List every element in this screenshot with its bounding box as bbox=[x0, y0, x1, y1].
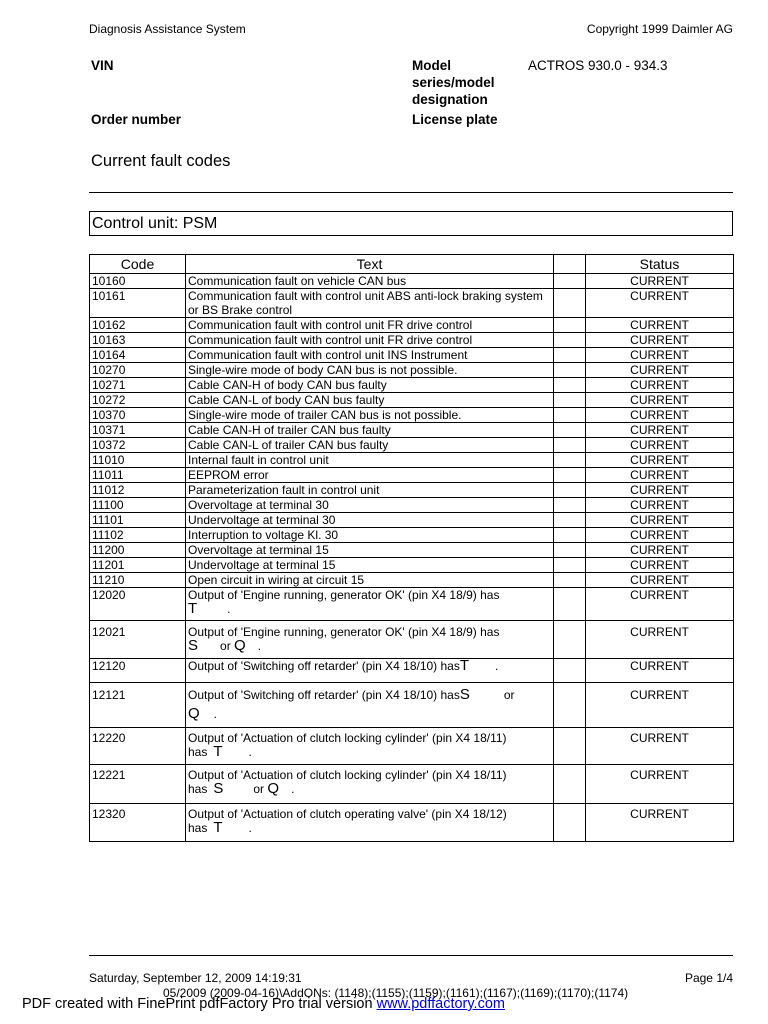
code-cell: 10163 bbox=[90, 333, 186, 348]
col-header-code: Code bbox=[90, 255, 186, 274]
license-plate-label: License plate bbox=[412, 112, 498, 127]
pdf-creator-note bbox=[22, 996, 505, 1012]
text-part: Output of 'Switching off retarder' (pin X4 18/10) has bbox=[188, 659, 460, 673]
code-cell: 11102 bbox=[90, 528, 186, 543]
blank-cell bbox=[554, 468, 586, 483]
text-part: or bbox=[503, 688, 515, 702]
text-part: Output of 'Engine running, generator OK' (pin X4 18/9) has bbox=[188, 625, 500, 639]
blank-cell bbox=[554, 659, 586, 683]
blank-cell bbox=[554, 765, 586, 804]
blank-cell bbox=[554, 543, 586, 558]
header-copyright: Copyright 1999 Daimler AG bbox=[586, 22, 733, 36]
fault-code-table bbox=[89, 254, 734, 842]
text-cell: EEPROM error bbox=[186, 468, 554, 483]
text-part: Output of 'Actuation of clutch locking cylinder' (pin X4 18/11) has bbox=[188, 731, 507, 759]
blank-cell bbox=[554, 363, 586, 378]
text-cell bbox=[186, 728, 554, 765]
text-part: T bbox=[213, 819, 223, 836]
table-row bbox=[90, 289, 734, 318]
table-row bbox=[90, 573, 734, 588]
table-row bbox=[90, 274, 734, 289]
model-label-line-2: series/model bbox=[412, 75, 495, 90]
table-row bbox=[90, 318, 734, 333]
text-cell: Single-wire mode of trailer CAN bus is not possible. bbox=[186, 408, 554, 423]
blank-cell bbox=[554, 573, 586, 588]
blank-cell bbox=[554, 728, 586, 765]
blank-cell bbox=[554, 318, 586, 333]
text-cell: Undervoltage at terminal 30 bbox=[186, 513, 554, 528]
text-cell: Cable CAN-L of trailer CAN bus faulty bbox=[186, 438, 554, 453]
status-cell: CURRENT bbox=[586, 765, 734, 804]
blank-cell bbox=[554, 483, 586, 498]
blank-cell bbox=[554, 804, 586, 842]
model-label-line-3: designation bbox=[412, 92, 488, 107]
vin-label: VIN bbox=[91, 58, 114, 73]
text-cell: Cable CAN-H of trailer CAN bus faulty bbox=[186, 423, 554, 438]
table-row bbox=[90, 408, 734, 423]
footer-page-number: Page 1/4 bbox=[684, 971, 733, 985]
text-cell bbox=[186, 588, 554, 621]
code-cell: 12120 bbox=[90, 659, 186, 683]
blank-cell bbox=[554, 498, 586, 513]
text-part: . bbox=[248, 745, 252, 759]
status-cell: CURRENT bbox=[586, 543, 734, 558]
blank-cell bbox=[554, 453, 586, 468]
code-cell: 12221 bbox=[90, 765, 186, 804]
model-label bbox=[412, 57, 495, 108]
table-row bbox=[90, 348, 734, 363]
table-row bbox=[90, 543, 734, 558]
pdffactory-link[interactable]: www.pdffactory.com bbox=[376, 996, 505, 1012]
table-row bbox=[90, 804, 734, 842]
text-part: or bbox=[220, 639, 231, 653]
page-title: Current fault codes bbox=[91, 152, 231, 170]
status-cell: CURRENT bbox=[586, 289, 734, 318]
blank-cell bbox=[554, 274, 586, 289]
table-row bbox=[90, 378, 734, 393]
code-cell: 10372 bbox=[90, 438, 186, 453]
status-cell: CURRENT bbox=[586, 588, 734, 621]
text-part: . bbox=[227, 602, 231, 616]
control-unit-box bbox=[89, 211, 733, 236]
text-part: S bbox=[459, 686, 470, 703]
table-row bbox=[90, 498, 734, 513]
text-cell bbox=[186, 804, 554, 842]
code-cell: 10164 bbox=[90, 348, 186, 363]
status-cell: CURRENT bbox=[586, 438, 734, 453]
code-cell: 12220 bbox=[90, 728, 186, 765]
status-cell: CURRENT bbox=[586, 408, 734, 423]
code-cell: 10161 bbox=[90, 289, 186, 318]
footer-date: Saturday, September 12, 2009 14:19:31 bbox=[89, 971, 302, 985]
col-header-status: Status bbox=[586, 255, 734, 274]
text-part: Output of 'Switching off retarder' (pin X4 18/10) has bbox=[188, 688, 460, 702]
table-row bbox=[90, 363, 734, 378]
code-cell: 11101 bbox=[90, 513, 186, 528]
code-cell: 12320 bbox=[90, 804, 186, 842]
text-cell bbox=[186, 765, 554, 804]
text-part: . bbox=[213, 707, 218, 721]
table-row bbox=[90, 659, 734, 683]
footer-divider bbox=[89, 955, 733, 956]
text-part: T bbox=[459, 657, 470, 674]
table-row bbox=[90, 393, 734, 408]
text-cell: Cable CAN-L of body CAN bus faulty bbox=[186, 393, 554, 408]
text-part: Q bbox=[188, 705, 200, 722]
text-part: Output of 'Actuation of clutch locking cylinder' (pin X4 18/11) has bbox=[188, 768, 507, 796]
table-row bbox=[90, 333, 734, 348]
status-cell: CURRENT bbox=[586, 659, 734, 683]
text-part: . bbox=[495, 659, 499, 673]
blank-cell bbox=[554, 408, 586, 423]
text-cell bbox=[186, 683, 554, 728]
text-cell bbox=[186, 621, 554, 659]
text-cell: Overvoltage at terminal 15 bbox=[186, 543, 554, 558]
text-cell: Communication fault with control unit ABS anti-lock braking system or BS Brake control bbox=[186, 289, 554, 318]
status-cell: CURRENT bbox=[586, 468, 734, 483]
code-cell: 12121 bbox=[90, 683, 186, 728]
model-label-line-1: Model bbox=[412, 58, 451, 73]
code-cell: 10270 bbox=[90, 363, 186, 378]
status-cell: CURRENT bbox=[586, 558, 734, 573]
blank-cell bbox=[554, 558, 586, 573]
blank-cell bbox=[554, 333, 586, 348]
col-header-text: Text bbox=[186, 255, 554, 274]
text-part: T bbox=[188, 600, 198, 617]
text-cell: Communication fault with control unit FR drive control bbox=[186, 318, 554, 333]
text-cell: Single-wire mode of body CAN bus is not possible. bbox=[186, 363, 554, 378]
blank-cell bbox=[554, 513, 586, 528]
code-cell: 10271 bbox=[90, 378, 186, 393]
pdf-creator-text: PDF created with FinePrint pdfFactory Pro trial version bbox=[22, 996, 373, 1012]
status-cell: CURRENT bbox=[586, 513, 734, 528]
table-row bbox=[90, 423, 734, 438]
text-cell: Open circuit in wiring at circuit 15 bbox=[186, 573, 554, 588]
status-cell: CURRENT bbox=[586, 498, 734, 513]
code-cell: 11011 bbox=[90, 468, 186, 483]
status-cell: CURRENT bbox=[586, 333, 734, 348]
text-cell: Communication fault on vehicle CAN bus bbox=[186, 274, 554, 289]
blank-cell bbox=[554, 378, 586, 393]
status-cell: CURRENT bbox=[586, 348, 734, 363]
table-row bbox=[90, 528, 734, 543]
footer-addons: 05/2009 (2009-04-16)\AddONs: (1148);(1155);(1159);(1161);(1167);(1169);(1170);(1174) bbox=[163, 986, 629, 1000]
blank-cell bbox=[554, 438, 586, 453]
status-cell: CURRENT bbox=[586, 363, 734, 378]
code-cell: 11200 bbox=[90, 543, 186, 558]
table-row bbox=[90, 683, 734, 728]
code-cell: 11010 bbox=[90, 453, 186, 468]
text-cell bbox=[186, 659, 554, 683]
table-row bbox=[90, 621, 734, 659]
table-row bbox=[90, 453, 734, 468]
blank-cell bbox=[554, 423, 586, 438]
status-cell: CURRENT bbox=[586, 453, 734, 468]
status-cell: CURRENT bbox=[586, 393, 734, 408]
table-row bbox=[90, 483, 734, 498]
code-cell: 11201 bbox=[90, 558, 186, 573]
text-part: Output of 'Actuation of clutch operating valve' (pin X4 18/12) has bbox=[188, 807, 507, 835]
text-part: T bbox=[213, 743, 223, 760]
code-cell: 11100 bbox=[90, 498, 186, 513]
status-cell: CURRENT bbox=[586, 483, 734, 498]
text-cell: Undervoltage at terminal 15 bbox=[186, 558, 554, 573]
code-cell: 10370 bbox=[90, 408, 186, 423]
code-cell: 12020 bbox=[90, 588, 186, 621]
code-cell: 10272 bbox=[90, 393, 186, 408]
text-cell: Communication fault with control unit INS Instrument bbox=[186, 348, 554, 363]
text-cell: Overvoltage at terminal 30 bbox=[186, 498, 554, 513]
text-cell: Interruption to voltage Kl. 30 bbox=[186, 528, 554, 543]
table-row bbox=[90, 513, 734, 528]
blank-cell bbox=[554, 393, 586, 408]
text-part: Output of 'Engine running, generator OK' (pin X4 18/9) has bbox=[188, 588, 500, 602]
code-cell: 12021 bbox=[90, 621, 186, 659]
status-cell: CURRENT bbox=[586, 683, 734, 728]
table-row bbox=[90, 438, 734, 453]
code-cell: 10162 bbox=[90, 318, 186, 333]
header-system-name: Diagnosis Assistance System bbox=[89, 22, 246, 36]
blank-cell bbox=[554, 289, 586, 318]
text-part: or bbox=[253, 782, 265, 796]
text-part: Q bbox=[267, 780, 280, 797]
blank-cell bbox=[554, 588, 586, 621]
order-number-label: Order number bbox=[91, 112, 182, 127]
text-part: S bbox=[188, 637, 199, 654]
title-divider bbox=[89, 192, 733, 193]
blank-cell bbox=[554, 621, 586, 659]
col-header-blank bbox=[554, 255, 586, 274]
text-part: Q bbox=[234, 637, 246, 654]
status-cell: CURRENT bbox=[586, 728, 734, 765]
status-cell: CURRENT bbox=[586, 528, 734, 543]
text-part: S bbox=[213, 780, 224, 797]
table-row bbox=[90, 558, 734, 573]
text-cell: Internal fault in control unit bbox=[186, 453, 554, 468]
code-cell: 11012 bbox=[90, 483, 186, 498]
code-cell: 11210 bbox=[90, 573, 186, 588]
table-row bbox=[90, 728, 734, 765]
model-value: ACTROS 930.0 - 934.3 bbox=[528, 58, 668, 73]
blank-cell bbox=[554, 348, 586, 363]
status-cell: CURRENT bbox=[586, 573, 734, 588]
blank-cell bbox=[554, 683, 586, 728]
status-cell: CURRENT bbox=[586, 423, 734, 438]
blank-cell bbox=[554, 528, 586, 543]
text-cell: Communication fault with control unit FR drive control bbox=[186, 333, 554, 348]
table-row bbox=[90, 588, 734, 621]
text-part: . bbox=[248, 821, 252, 835]
table-header-row bbox=[90, 255, 734, 274]
code-cell: 10371 bbox=[90, 423, 186, 438]
table-row bbox=[90, 765, 734, 804]
text-cell: Parameterization fault in control unit bbox=[186, 483, 554, 498]
code-cell: 10160 bbox=[90, 274, 186, 289]
text-cell: Cable CAN-H of body CAN bus faulty bbox=[186, 378, 554, 393]
text-part: . bbox=[291, 782, 295, 796]
status-cell: CURRENT bbox=[586, 318, 734, 333]
status-cell: CURRENT bbox=[586, 621, 734, 659]
status-cell: CURRENT bbox=[586, 804, 734, 842]
status-cell: CURRENT bbox=[586, 378, 734, 393]
control-unit-label: Control unit: PSM bbox=[92, 215, 218, 232]
text-part: . bbox=[257, 639, 262, 653]
table-row bbox=[90, 468, 734, 483]
status-cell: CURRENT bbox=[586, 274, 734, 289]
